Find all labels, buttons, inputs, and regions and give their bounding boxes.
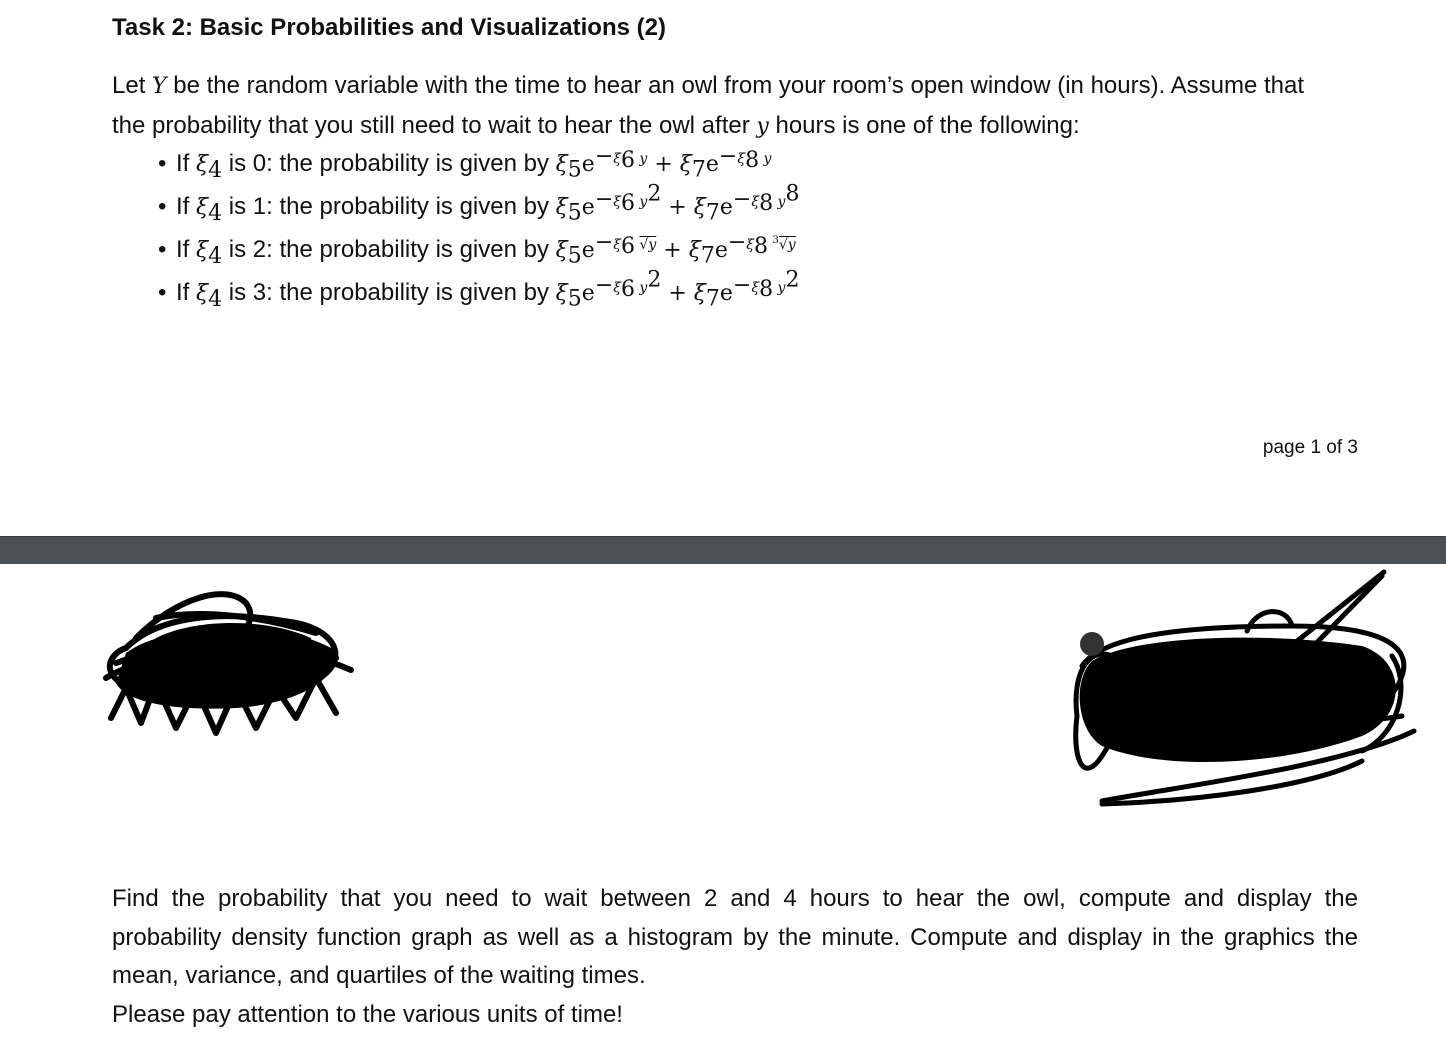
probability-formula: $\xi_5e^{-\xi_6 √y} + \xi_7e^{-\xi_8 ^3√y}$ [555,229,796,269]
intro-line-1: Let Y be the random variable with the time to hear an owl from your room’s open window (in hours). Assume that [112,72,1305,99]
bullet: • [158,193,167,220]
intro-paragraph [112,66,1358,146]
probability-formula: $\xi_5e^{-\xi_6 y} + \xi_7e^{-\xi_8 y}$ [555,143,772,183]
case-item-0: • If $\xi_4$ is 0: the probability is given by $\xi_5e^{-\xi_6 y} + \xi_7e^{-\xi_8 y}$ [158,142,799,185]
left-scribble-redaction-icon [96,578,360,744]
question-paragraph [112,880,1358,1034]
question-line-1: Find the probability that you need to wait between 2 and 4 hours to hear the owl, compute and display the [112,885,1358,912]
bullet: • [158,279,167,306]
page-separator [0,536,1446,565]
variable-Y: Y [152,74,167,99]
case-item-1: • If $\xi_4$ is 1: the probability is given by $\xi_5e^{-\xi_6 y^2} + \xi_7e^{-\xi_8 y^8}$ [158,185,799,228]
bullet: • [158,150,167,177]
page-number: page 1 of 3 [1262,437,1358,458]
variable-y: y [756,114,769,139]
question-line-3: mean, variance, and quartiles of the waiting times. [112,962,646,989]
probability-formula: $\xi_5e^{-\xi_6 y^2} + \xi_7e^{-\xi_8 y^8}$ [555,181,800,226]
right-scribble-redaction-icon [1062,566,1422,814]
case-item-2: • If $\xi_4$ is 2: the probability is given by $\xi_5e^{-\xi_6 √y} + \xi_7e^{-\xi_8 ^3√y}$ [158,228,799,271]
task-title: Task 2: Basic Probabilities and Visualizations (2) [112,14,666,41]
bullet: • [158,236,167,263]
intro-line-2: the probability that you still need to wait to hear the owl after y hours is one of the following: [112,112,1080,139]
question-line-2: probability density function graph as well as a histogram by the minute. Compute and display in the graphics the [112,923,1358,951]
case-list [158,142,799,314]
case-item-3: • If $\xi_4$ is 3: the probability is given by $\xi_5e^{-\xi_6 y^2} + \xi_7e^{-\xi_8 y^2}$ [158,271,799,314]
question-line-4: Please pay attention to the various units of time! [112,1000,623,1028]
probability-formula: $\xi_5e^{-\xi_6 y^2} + \xi_7e^{-\xi_8 y^2}$ [555,267,800,312]
